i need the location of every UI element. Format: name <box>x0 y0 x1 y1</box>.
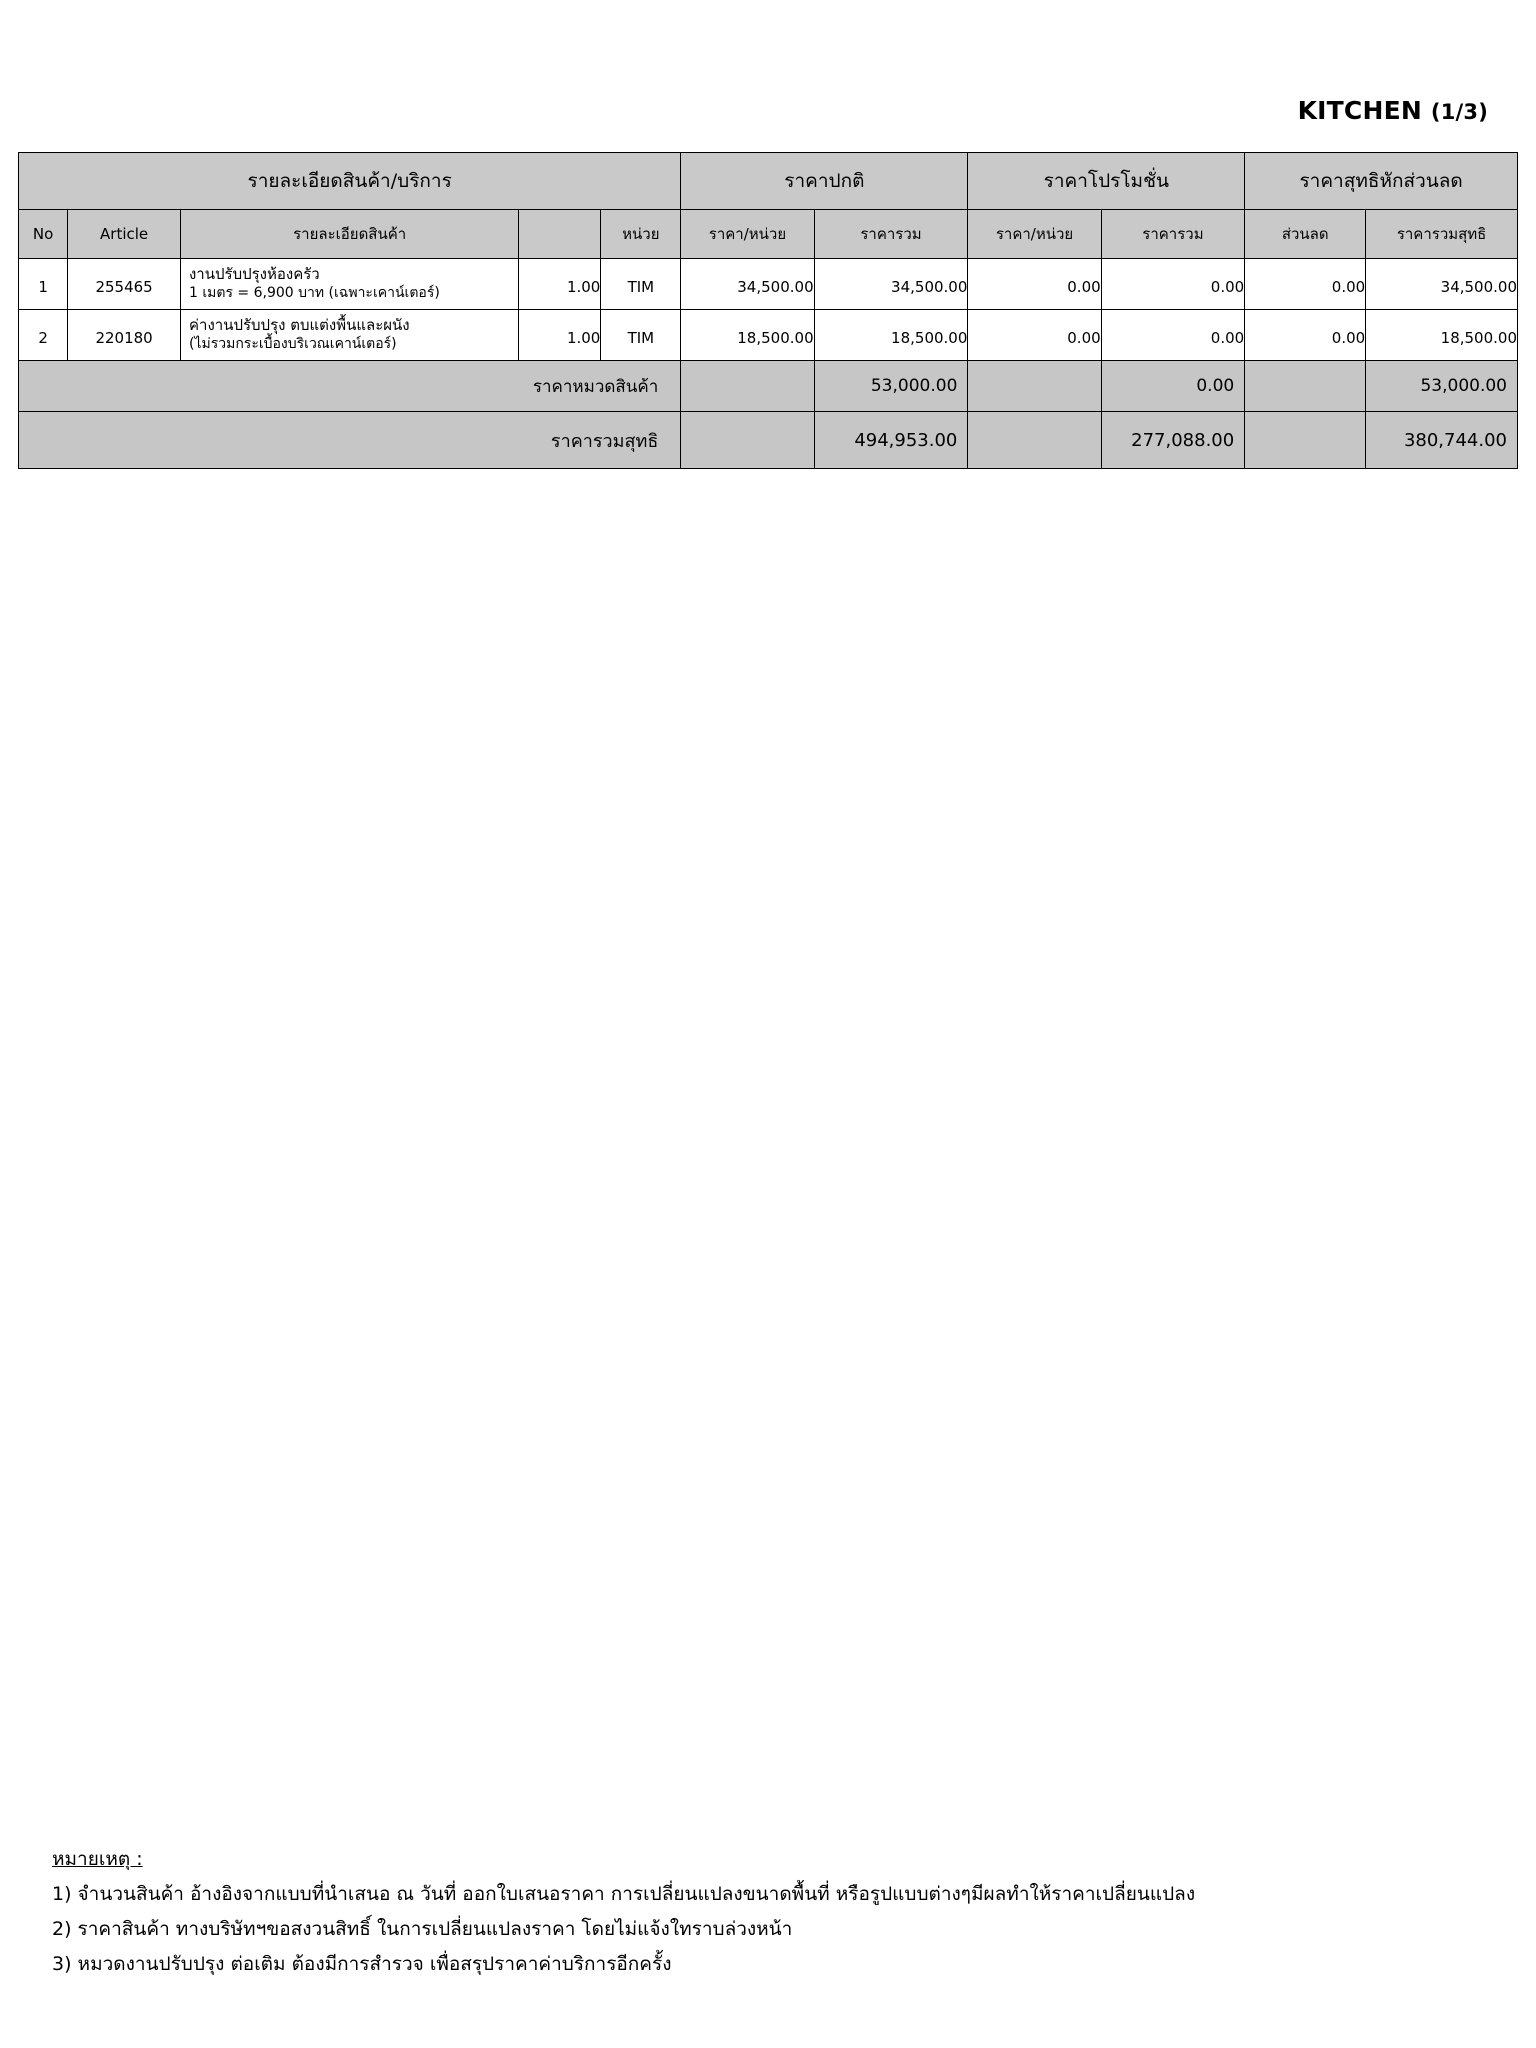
note-line-3: 3) หมวดงานปรับปรุง ต่อเติม ต้องมีการสำรวจ เพื่อสรุปราคาค่าบริการอีกครั้ง <box>52 1953 672 1976</box>
column-header-net-total: ราคารวมสุทธิ <box>1366 210 1518 259</box>
cell-normal-unit-price: 18,500.00 <box>681 310 814 361</box>
cell-normal-total: 34,500.00 <box>814 259 968 310</box>
note-line-2: 2) ราคาสินค้า ทางบริษัทฯขอสงวนสิทธิ์ ในการเปลี่ยนแปลงราคา โดยไม่แจ้งใทราบล่วงหน้า <box>52 1918 793 1941</box>
cell-promo-unit-price: 0.00 <box>968 310 1101 361</box>
grand-total-blank-discount <box>1245 412 1366 469</box>
cell-description-main: ค่างานปรับปรุง ตบแต่งพื้นและผนัง <box>188 316 410 335</box>
cell-promo-total: 0.00 <box>1101 259 1245 310</box>
category-total-normal: 53,000.00 <box>814 361 968 412</box>
cell-description-sub: (ไม่รวมกระเบื้องบริเวณเคาน์เตอร์) <box>188 336 397 353</box>
quotation-table <box>18 152 1518 469</box>
group-header-normal-price: ราคาปกติ <box>681 153 968 210</box>
group-header-details: รายละเอียดสินค้า/บริการ <box>19 153 681 210</box>
column-header-article: Article <box>68 210 181 259</box>
cell-description-main: งานปรับปรุงห้องครัว <box>188 265 320 283</box>
column-header-discount: ส่วนลด <box>1245 210 1366 259</box>
grand-total-promo: 277,088.00 <box>1101 412 1245 469</box>
grand-total-blank-promo-unit <box>968 412 1101 469</box>
column-header-qty <box>519 210 601 259</box>
category-total-net: 53,000.00 <box>1366 361 1518 412</box>
grand-total-row <box>19 412 1518 469</box>
category-total-row <box>19 361 1518 412</box>
category-total-blank-promo-unit <box>968 361 1101 412</box>
table-group-header-row <box>19 153 1518 210</box>
notes-title: หมายเหตุ : <box>52 1848 143 1870</box>
cell-discount: 0.00 <box>1245 310 1366 361</box>
cell-promo-total: 0.00 <box>1101 310 1245 361</box>
note-line-1: 1) จำนวนสินค้า อ้างอิงจากแบบที่นำเสนอ ณ วันที่ ออกใบเสนอราคา การเปลี่ยนแปลงขนาดพื้นที่ หรือรูปแบบต่างๆมีผลทำให้ราคาเปลี่ยนแปลง <box>52 1883 1196 1906</box>
column-header-unit: หน่วย <box>601 210 681 259</box>
cell-article: 255465 <box>68 259 181 310</box>
page-title-main: KITCHEN <box>1297 96 1422 125</box>
page-title <box>1298 96 1488 125</box>
category-total-promo: 0.00 <box>1101 361 1245 412</box>
column-header-promo-total: ราคารวม <box>1101 210 1245 259</box>
grand-total-normal: 494,953.00 <box>814 412 968 469</box>
column-header-no: No <box>19 210 68 259</box>
cell-normal-total: 18,500.00 <box>814 310 968 361</box>
group-header-promo-price: ราคาโปรโมชั่น <box>968 153 1245 210</box>
column-header-description: รายละเอียดสินค้า <box>180 210 518 259</box>
table-column-header-row <box>19 210 1518 259</box>
category-total-blank-normal-unit <box>681 361 814 412</box>
column-header-normal-unit-price: ราคา/หน่วย <box>681 210 814 259</box>
cell-promo-unit-price: 0.00 <box>968 259 1101 310</box>
cell-normal-unit-price: 34,500.00 <box>681 259 814 310</box>
cell-qty: 1.00 <box>519 310 601 361</box>
cell-unit: TIM <box>601 310 681 361</box>
notes-section <box>52 1842 1195 1983</box>
page-title-paren: (1/3) <box>1430 100 1488 124</box>
cell-unit: TIM <box>601 259 681 310</box>
table-row <box>19 310 1518 361</box>
column-header-promo-unit-price: ราคา/หน่วย <box>968 210 1101 259</box>
cell-discount: 0.00 <box>1245 259 1366 310</box>
cell-net-total: 34,500.00 <box>1366 259 1518 310</box>
cell-no: 2 <box>19 310 68 361</box>
table-row <box>19 259 1518 310</box>
cell-description <box>180 310 518 361</box>
cell-description <box>180 259 518 310</box>
cell-net-total: 18,500.00 <box>1366 310 1518 361</box>
cell-article: 220180 <box>68 310 181 361</box>
cell-qty: 1.00 <box>519 259 601 310</box>
grand-total-net: 380,744.00 <box>1366 412 1518 469</box>
column-header-normal-total: ราคารวม <box>814 210 968 259</box>
cell-no: 1 <box>19 259 68 310</box>
category-total-label: ราคาหมวดสินค้า <box>19 361 681 412</box>
grand-total-blank-normal-unit <box>681 412 814 469</box>
category-total-blank-discount <box>1245 361 1366 412</box>
grand-total-label: ราคารวมสุทธิ <box>19 412 681 469</box>
group-header-net-price: ราคาสุทธิหักส่วนลด <box>1245 153 1518 210</box>
cell-description-sub: 1 เมตร = 6,900 บาท (เฉพาะเคาน์เตอร์) <box>188 285 440 302</box>
